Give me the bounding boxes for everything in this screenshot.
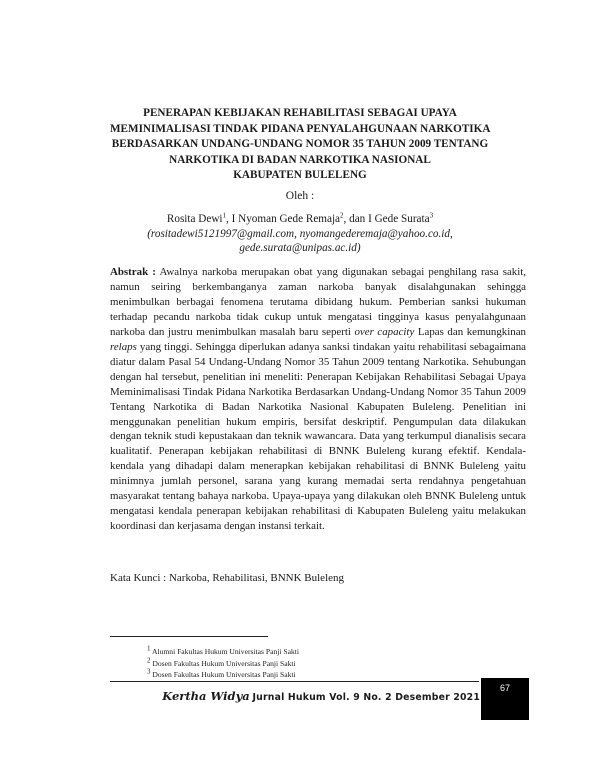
footnote-mark: 3 — [429, 211, 434, 220]
footnote-number: 1 — [147, 644, 151, 653]
abstract-text: Data yang terkumpul dianalisis secara kualitatif. Penerapan kebijakan rehabilitasi di — [110, 430, 526, 458]
abstract-text: rasa sakit, namun seiring berkembanganya zaman narkoba banyak disalahgunakan — [110, 266, 527, 293]
abstract-text: sanksi hukuman terhadap pecandu narkoba tidak cukup untuk mengatasi tingginya — [110, 295, 526, 323]
footnote-divider — [110, 636, 268, 637]
footnote-text: Dosen Fakultas Hukum Universitas Panji Sakti — [150, 670, 296, 679]
journal-info: Jurnal Hukum Vol. 9 No. 2 Desember 2021 — [252, 692, 480, 703]
abstract-text: sanksi tindakan yaitu rehabilitasi sebagaimana diatur dalam Pasal 54 Undang-Undang — [110, 340, 526, 368]
footnote-mark: 2 — [340, 211, 344, 220]
author-name: I Nyoman Gede Remaja — [231, 213, 341, 225]
footnotes — [147, 646, 299, 681]
author-name: Rosita Dewi — [166, 213, 223, 225]
byline: Oleh : — [285, 190, 315, 202]
abstract-text: Lapas dan kemungkinan — [414, 325, 526, 338]
abstract-text: yang kurang memadai serta rendahnya pengetahuan masyarakat tentang bahaya — [110, 475, 526, 503]
title-line: BERDASARKAN UNDANG-UNDANG NOMOR 35 TAHUN 2009 TENTANG — [111, 138, 489, 150]
footer-divider — [110, 681, 479, 682]
author-emails: gede.surata@unipas.ac.id) — [239, 242, 361, 254]
abstract-text: Awalnya narkoba merupakan obat yang digunakan sebagai penghilang — [155, 266, 477, 278]
footnote-text: Alumni Fakultas Hukum Universitas Panji Sakti — [150, 647, 299, 656]
title-line: MEMINIMALISASI TINDAK PIDANA PENYALAHGUNAAN NARKOTIKA — [110, 122, 491, 135]
abstract-text: narkoba. Upaya-upaya yang dilakukan oleh BNNK Buleleng untuk mengatasi — [110, 490, 526, 518]
abstract-emphasis: over capacity — [354, 325, 415, 338]
author-names — [0, 212, 600, 227]
keywords: Kata Kunci : Narkoba, Rehabilitasi, BNNK Buleleng — [110, 572, 345, 584]
footnote — [147, 655, 299, 670]
footnote-mark: 1 — [222, 211, 227, 220]
paper-title — [110, 106, 490, 184]
title-line: NARKOTIKA DI BADAN NARKOTIKA NASIONAL — [169, 153, 431, 166]
abstract-text: kebijakan rehabilitasi di BNNK Buleleng yaitu minimnya jumlah personel, sarana — [110, 460, 526, 488]
journal-name: Kertha Widya — [162, 689, 250, 703]
footnote-text: Dosen Fakultas Hukum Universitas Panji Sakti — [150, 658, 296, 668]
abstract-text: Pengumpulan data dilakukan dengan teknik studi kepustakaan dan teknik wawancara. — [110, 415, 526, 443]
footnote-number: 3 — [147, 667, 151, 676]
abstract-text: BNNK Buleleng kurang efektif. Kendala-kendala yang dihadapi dalam menerapkan — [110, 445, 526, 473]
author-emails: (rositadewi5121997@gmail.com, nyomangederemaja@yahoo.co.id, — [147, 227, 453, 240]
journal-footer — [160, 689, 480, 703]
footnote — [147, 669, 299, 681]
abstract-text: koordinasi dan kerjasama dengan instansi terkait. — [110, 520, 325, 533]
footnote — [147, 646, 299, 658]
abstract-text: Tahun 2009 Tentang Narkotika di Badan Narkotika Nasional Kabupaten Buleleng. — [110, 385, 526, 413]
author-block — [0, 212, 600, 256]
abstract — [110, 265, 526, 534]
abstract-text: sehingga menimbulkan berbagai fenomena terutama dibidang hukum. Pemberian — [110, 280, 526, 308]
abstract-emphasis: relaps — [110, 340, 137, 353]
abstract-label: Abstrak : — [110, 266, 156, 278]
abstract-text: penelitian ini meneliti: Penerapan Kebijakan Rehabilitasi Sebagai Upaya — [202, 370, 526, 383]
abstract-text: kasus penyalahgunaan narkoba dan justru menimbulkan masalah baru seperti — [110, 310, 526, 338]
abstract-text: yang tinggi. Sehingga diperlukan adanya — [136, 340, 320, 353]
footnote-number: 2 — [147, 655, 151, 664]
author-separator: , — [226, 213, 232, 225]
title-line: KABUPATEN BULELENG — [233, 169, 367, 181]
abstract-text: Meminimalisasi Tindak Pidana Narkotika Berdasarkan Undang-Undang Nomor 35 — [110, 385, 472, 398]
abstract-text: Nomor 35 Tahun 2009 tentang Narkotika. Sehubungan dengan hal tersebut, — [110, 355, 526, 383]
title-line: PENERAPAN KEBIJAKAN REHABILITASI SEBAGAI UPAYA — [143, 107, 457, 119]
author-name: I Gede Surata — [368, 213, 430, 225]
abstract-text: Penelitian ini menggunakan penelitian hukum empiris, bersifat deskriptif. — [110, 400, 526, 428]
abstract-text: kendala penerapan kebijakan rehabilitasi di Kabupaten Buleleng yaitu melakukan — [158, 505, 526, 518]
page-number: 67 — [481, 678, 529, 720]
author-separator: , dan — [343, 213, 369, 225]
